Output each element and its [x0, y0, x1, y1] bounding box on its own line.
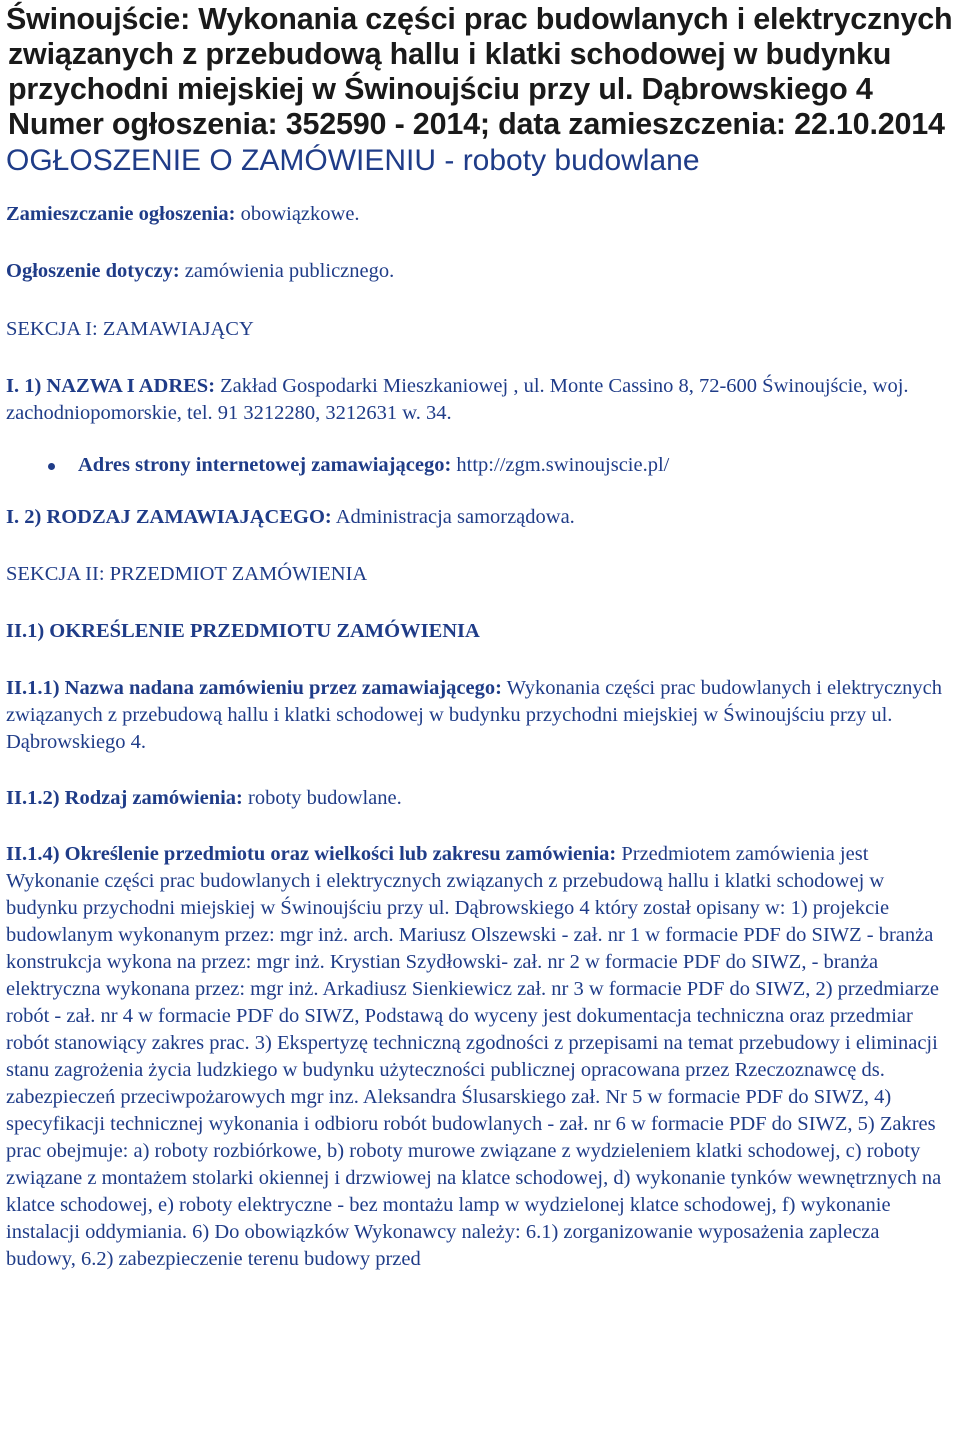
concerns-label: Ogłoszenie dotyczy: [6, 260, 180, 282]
contracting-type-label: I. 2) RODZAJ ZAMAWIAJĄCEGO: [6, 506, 332, 528]
website-label: Adres strony internetowej zamawiającego: [78, 454, 452, 476]
title-line-4: Numer ogłoszenia: 352590 - 2014; data zamieszczenia: 22.10.2014 [8, 107, 945, 141]
order-kind-label: II.1.2) Rodzaj zamówienia: [6, 787, 243, 809]
order-name-paragraph [6, 675, 954, 756]
placement-value: obowiązkowe. [235, 203, 360, 225]
title-line-3: przychodni miejskiej w Świnoujściu przy ul. Dąbrowskiego 4 [8, 72, 873, 106]
name-address-paragraph [6, 373, 954, 427]
concerns-value: zamówienia publicznego. [179, 260, 395, 282]
subject-heading [6, 618, 954, 645]
order-scope-label: II.1.4) Określenie przedmiotu oraz wielkości lub zakresu zamówienia: [6, 843, 617, 865]
order-name-label: II.1.1) Nazwa nadana zamówieniu przez zamawiającego: [6, 677, 502, 699]
subject-heading-label: II.1) OKREŚLENIE PRZEDMIOTU ZAMÓWIENIA [6, 620, 480, 642]
order-scope-paragraph [6, 841, 954, 1273]
notice-type: OGŁOSZENIE O ZAMÓWIENIU - roboty budowlane [6, 144, 700, 177]
concerns-line [6, 258, 954, 285]
website-list [6, 452, 954, 479]
name-address-label: I. 1) NAZWA I ADRES: [6, 375, 216, 397]
title-line-2: związanych z przebudową hallu i klatki schodowej w budynku [8, 37, 892, 71]
name-address-value: Zakład Gospodarki Mieszkaniowej , ul. Monte Cassino 8, 72-600 Świnoujście, woj. zachodniopomorskie, tel. 91 3212280, 3212631 w. 34. [6, 375, 909, 424]
order-name-value: Wykonania części prac budowlanych i elektrycznych związanych z przebudową hallu i klatki schodowej w budynku przychodni miejskiej w Świnoujściu przy ul. Dąbrowskiego 4. [6, 677, 943, 753]
contracting-type-value: Administracja samorządowa. [331, 506, 575, 528]
list-item [6, 452, 954, 479]
order-kind-line [6, 785, 954, 812]
order-kind-value: roboty budowlane. [242, 787, 402, 809]
bullet-icon [48, 463, 55, 470]
section-1-heading: SEKCJA I: ZAMAWIAJĄCY [6, 318, 254, 340]
website-link[interactable]: http://zgm.swinoujscie.pl/ [451, 454, 670, 476]
placement-line [6, 201, 954, 228]
section-2-heading: SEKCJA II: PRZEDMIOT ZAMÓWIENIA [6, 563, 368, 585]
title-line-1: Świnoujście: Wykonania części prac budowlanych i elektrycznych [6, 2, 953, 36]
document-title [6, 0, 954, 142]
placement-label: Zamieszczanie ogłoszenia: [6, 203, 236, 225]
order-scope-value: Przedmiotem zamówienia jest Wykonanie części prac budowlanych i elektrycznych związanych z przebudową hallu i klatki schodowej w budynku przychodni miejskiej w Świnoujściu przy ul. Dąbrowskiego 4 który został opisany w: 1) projekcie budowlanym wykonanym przez: mgr inż. arch. Mariusz Olszewski - zał. nr 1 w formacie PDF do SIWZ - branża konstrukcja wykona na przez: mgr inż. Krystian Szydłowski- zał. nr 2 w formacie PDF do SIWZ, - branża elektryczna wykonana przez: mgr inż. Arkadiusz Sienkiewicz zał. nr 3 w formacie PDF do SIWZ, 2) przedmiarze robót - zał. nr 4 w formacie PDF do SIWZ, Podstawą do wyceny jest dokumentacja techniczna oraz przedmiar robót stanowiący zakres prac. 3) Ekspertyzę techniczną zgodności z przepisami na temat przebudowy i eliminacji stanu zagrożenia życia ludzkiego w budynku użyteczności publicznej opracowana przez Rzeczoznawcę ds. zabezpieczeń przeciwpożarowych mgr inz. Aleksandra Ślusarskiego zał. Nr 5 w formacie PDF do SIWZ, 4) specyfikacji technicznej wykonania i odbioru robót budowlanych - zał. nr 6 w formacie PDF do SIWZ, 5) Zakres prac obejmuje: a) roboty rozbiórkowe, b) roboty murowe związane z wydzieleniem klatki schodowej, c) roboty związane z montażem stolarki okiennej i drzwiowej na klatce schodowej, d) wykonanie tynków wewnętrznych na klatce schodowej, e) roboty elektryczne - bez montażu lamp w wydzielonej klatce schodowej, f) wykonanie instalacji oddymiania. 6) Do obowiązków Wykonawcy należy: 6.1) zorganizowanie wyposażenia zaplecza budowy, 6.2) zabezpieczenie terenu budowy przed [6, 843, 942, 1270]
contracting-type-line [6, 504, 954, 531]
